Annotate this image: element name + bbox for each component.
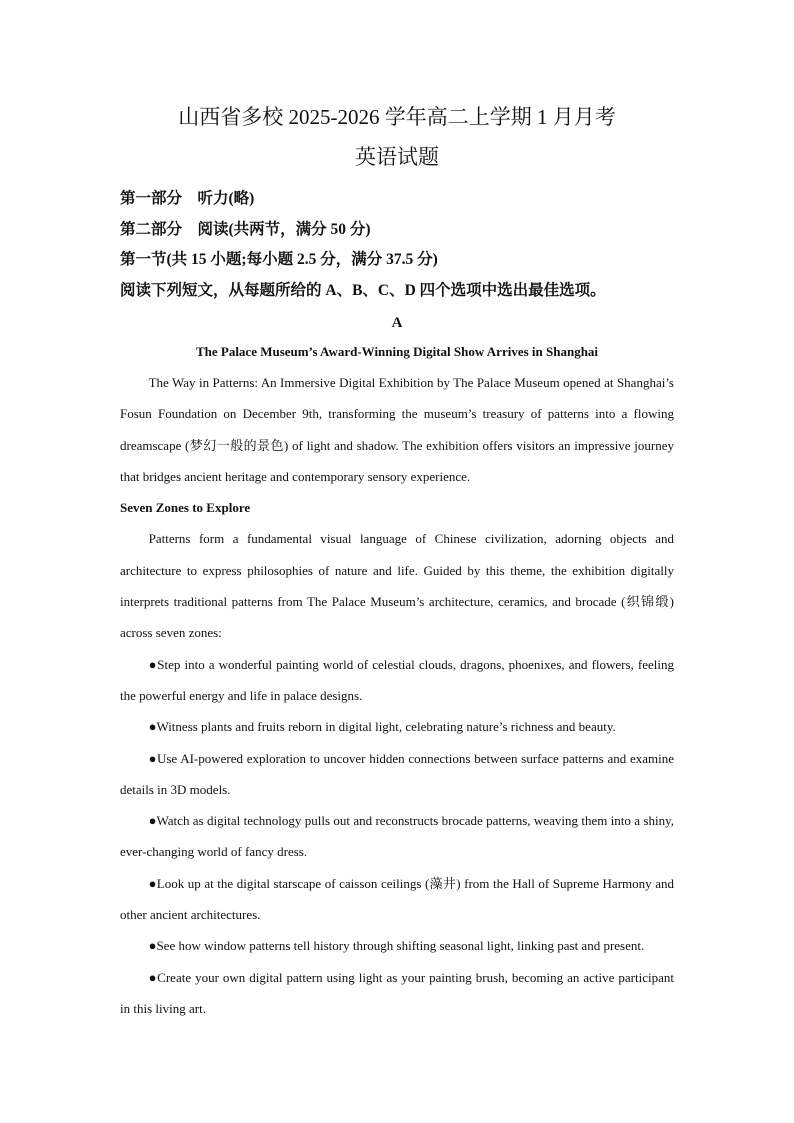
zone-item: ●See how window patterns tell history through shifting seasonal light, linking past and present. [148,938,645,954]
zone-item: ●Witness plants and fruits reborn in digital light, celebrating nature’s richness and beauty. [148,719,616,735]
passage-body: Patterns form a fundamental visual language of Chinese civilization, adorning objects and architecture to express philosophies of nature and life. Guided by this theme, the exhibition digitally interprets traditional patterns from The Palace Museum’s architecture, ceramics, and brocade (织锦缎) across seven zones: [120,531,674,641]
exam-title: 山西省多校 2025-2026 学年高二上学期 1 月月考 [178,105,616,129]
section-instructions: 阅读下列短文，从每题所给的 A、B、C、D 四个选项中选出最佳选项。 [120,281,606,299]
zone-list [120,649,674,1025]
passage-heading: Seven Zones to Explore [120,500,251,516]
zone-item: ●Create your own digital pattern using light as your painting brush, becoming an active participant in this living art. [120,969,674,1016]
section-part-one: 第一节(共 15 小题;每小题 2.5 分，满分 37.5 分) [120,251,438,268]
zone-item: ●Use AI-powered exploration to uncover hidden connections between surface patterns and examine details in 3D models. [120,750,674,797]
zone-item: ●Watch as digital technology pulls out and reconstructs brocade patterns, weaving them into a shiny, ever-changing world of fancy dress. [120,813,674,860]
passage-title: The Palace Museum’s Award-Winning Digital Show Arrives in Shanghai [195,344,599,359]
zone-item: ●Step into a wonderful painting world of celestial clouds, dragons, phoenixes, and flowers, feeling the powerful energy and life in palace designs. [120,656,674,703]
section-listening: 第一部分 听力(略) [120,190,255,207]
zone-item: ●Look up at the digital starscape of caisson ceilings (藻井) from the Hall of Supreme Harmony and other ancient architectures. [120,875,674,923]
passage-letter: A [391,315,403,331]
section-reading: 第二部分 阅读(共两节，满分 50 分) [120,220,371,238]
passage-intro: The Way in Patterns: An Immersive Digital Exhibition by The Palace Museum opened at Shanghai’s Fosun Foundation on December 9th, transforming the museum’s treasury of patterns into a flowing dreamscape (梦幻一般的景色) of light and shadow. The exhibition offers visitors an impressive journey that bridges ancient heritage and contemporary sensory experience. [120,375,674,484]
exam-subject: 英语试题 [355,145,439,169]
